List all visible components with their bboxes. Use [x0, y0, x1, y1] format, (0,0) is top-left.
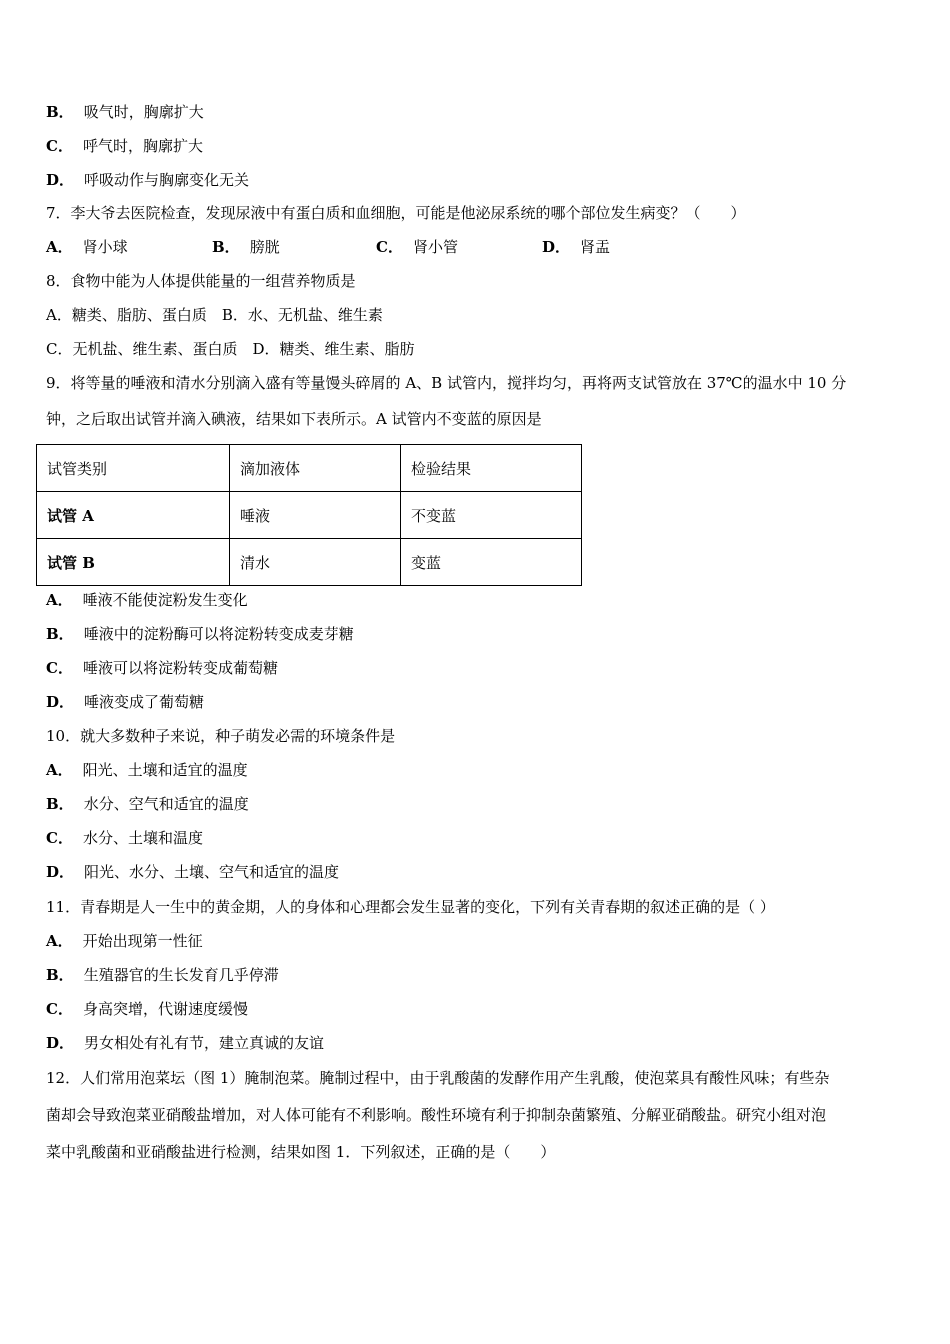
- table-header-cell: 滴加液体: [230, 445, 401, 492]
- q8-stem: 8．食物中能为人体提供能量的一组营养物质是: [46, 272, 356, 290]
- q7-options: [46, 236, 916, 258]
- table-cell: 清水: [230, 539, 401, 586]
- option-text: 唾液中的淀粉酶可以将淀粉转变成麦芽糖: [83, 625, 354, 643]
- option-text: 呼吸动作与胸廓变化无关: [84, 171, 250, 189]
- option-text: 阳光、土壤和适宜的温度: [82, 761, 248, 779]
- option-text: 膀胱: [249, 238, 280, 256]
- option-text: 唾液变成了葡萄糖: [84, 693, 205, 711]
- option-label: A．: [46, 238, 73, 256]
- option-label: B．: [46, 966, 74, 984]
- table-cell: 变蓝: [401, 539, 582, 586]
- q10-option-a: [46, 759, 248, 781]
- option-label: C．: [46, 137, 73, 155]
- option-label: C．: [46, 829, 73, 847]
- table-cell: 试管 A: [37, 492, 230, 539]
- q6-option-d: [46, 169, 249, 191]
- q11-option-b: [46, 964, 279, 986]
- option-text: 水分、土壤和温度: [82, 829, 203, 847]
- option-text: 生殖器官的生长发育几乎停滞: [83, 966, 279, 984]
- q10-option-b: [46, 793, 249, 815]
- q6-option-b: [46, 101, 204, 123]
- table-row: [37, 492, 582, 539]
- q10-option-c: [46, 827, 203, 849]
- option-label: B．: [46, 103, 74, 121]
- option-text: 呼气时，胸廓扩大: [82, 137, 203, 155]
- table-row: [37, 539, 582, 586]
- q12-stem-line2: 菌却会导致泡菜亚硝酸盐增加，对人体可能有不利影响。酸性环境有利于抑制杂菌繁殖、分解亚硝酸盐。研究小组对泡: [46, 1106, 827, 1124]
- option-label: D．: [542, 238, 571, 256]
- q7-option-b: [212, 236, 280, 258]
- q9-stem-line1: 9．将等量的唾液和清水分别滴入盛有等量馒头碎屑的 A、B 试管内，搅拌均匀，再将两支试管放在 37℃的温水中 10 分: [46, 374, 847, 392]
- q6-option-c: [46, 135, 203, 157]
- option-text: 吸气时，胸廓扩大: [83, 103, 204, 121]
- q8-options-line2: C．无机盐、维生素、蛋白质 D．糖类、维生素、脂肪: [46, 340, 415, 358]
- table-header-row: [37, 445, 582, 492]
- q9-option-a: [46, 589, 248, 611]
- q10-option-d: [46, 861, 339, 883]
- option-text: 阳光、水分、土壤、空气和适宜的温度: [84, 863, 340, 881]
- option-label: B．: [212, 238, 240, 256]
- q8-options-line1: A．糖类、脂肪、蛋白质 B．水、无机盐、维生素: [46, 306, 383, 324]
- q10-stem: 10．就大多数种子来说，种子萌发必需的环境条件是: [46, 727, 396, 745]
- option-label: A．: [46, 591, 73, 609]
- option-label: C．: [376, 238, 403, 256]
- option-text: 肾小管: [412, 238, 458, 256]
- q7-option-c: [376, 236, 458, 258]
- option-label: D．: [46, 1034, 75, 1052]
- option-label: D．: [46, 863, 75, 881]
- q7-stem: 7．李大爷去医院检查，发现尿液中有蛋白质和血细胞，可能是他泌尿系统的哪个部位发生病变？（ ）: [46, 204, 746, 222]
- table-cell: 唾液: [230, 492, 401, 539]
- q12-stem-line1: 12．人们常用泡菜坛（图 1）腌制泡菜。腌制过程中，由于乳酸菌的发酵作用产生乳酸，使泡菜具有酸性风味；有些杂: [46, 1069, 830, 1087]
- option-text: 唾液可以将淀粉转变成葡萄糖: [82, 659, 278, 677]
- table-header-cell: 试管类别: [37, 445, 230, 492]
- q9-stem-line2: 钟，之后取出试管并滴入碘液，结果如下表所示。A 试管内不变蓝的原因是: [46, 410, 542, 428]
- option-label: B．: [46, 625, 74, 643]
- q9-result-table: [36, 444, 582, 586]
- table-cell: 不变蓝: [401, 492, 582, 539]
- option-text: 身高突增，代谢速度缓慢: [82, 1000, 248, 1018]
- q11-stem: 11．青春期是人一生中的黄金期，人的身体和心理都会发生显著的变化，下列有关青春期的叙述正确的是（ ）: [46, 898, 775, 916]
- q11-option-d: [46, 1032, 324, 1054]
- q9-option-c: [46, 657, 278, 679]
- q11-option-a: [46, 930, 203, 952]
- option-label: C．: [46, 1000, 73, 1018]
- option-text: 水分、空气和适宜的温度: [83, 795, 249, 813]
- q9-option-b: [46, 623, 354, 645]
- q7-option-d: [542, 236, 610, 258]
- option-text: 肾盂: [580, 238, 611, 256]
- option-label: D．: [46, 693, 75, 711]
- option-label: A．: [46, 761, 73, 779]
- table-header-cell: 检验结果: [401, 445, 582, 492]
- option-text: 男女相处有礼有节，建立真诚的友谊: [84, 1034, 325, 1052]
- q11-option-c: [46, 998, 248, 1020]
- option-text: 开始出现第一性征: [82, 932, 203, 950]
- q12-stem-line3: 菜中乳酸菌和亚硝酸盐进行检测，结果如图 1．下列叙述，正确的是（ ）: [46, 1143, 556, 1161]
- option-label: B．: [46, 795, 74, 813]
- option-text: 唾液不能使淀粉发生变化: [82, 591, 248, 609]
- option-label: D．: [46, 171, 75, 189]
- option-label: A．: [46, 932, 73, 950]
- option-label: C．: [46, 659, 73, 677]
- q9-option-d: [46, 691, 204, 713]
- q7-option-a: [46, 236, 128, 258]
- option-text: 肾小球: [82, 238, 128, 256]
- table-cell: 试管 B: [37, 539, 230, 586]
